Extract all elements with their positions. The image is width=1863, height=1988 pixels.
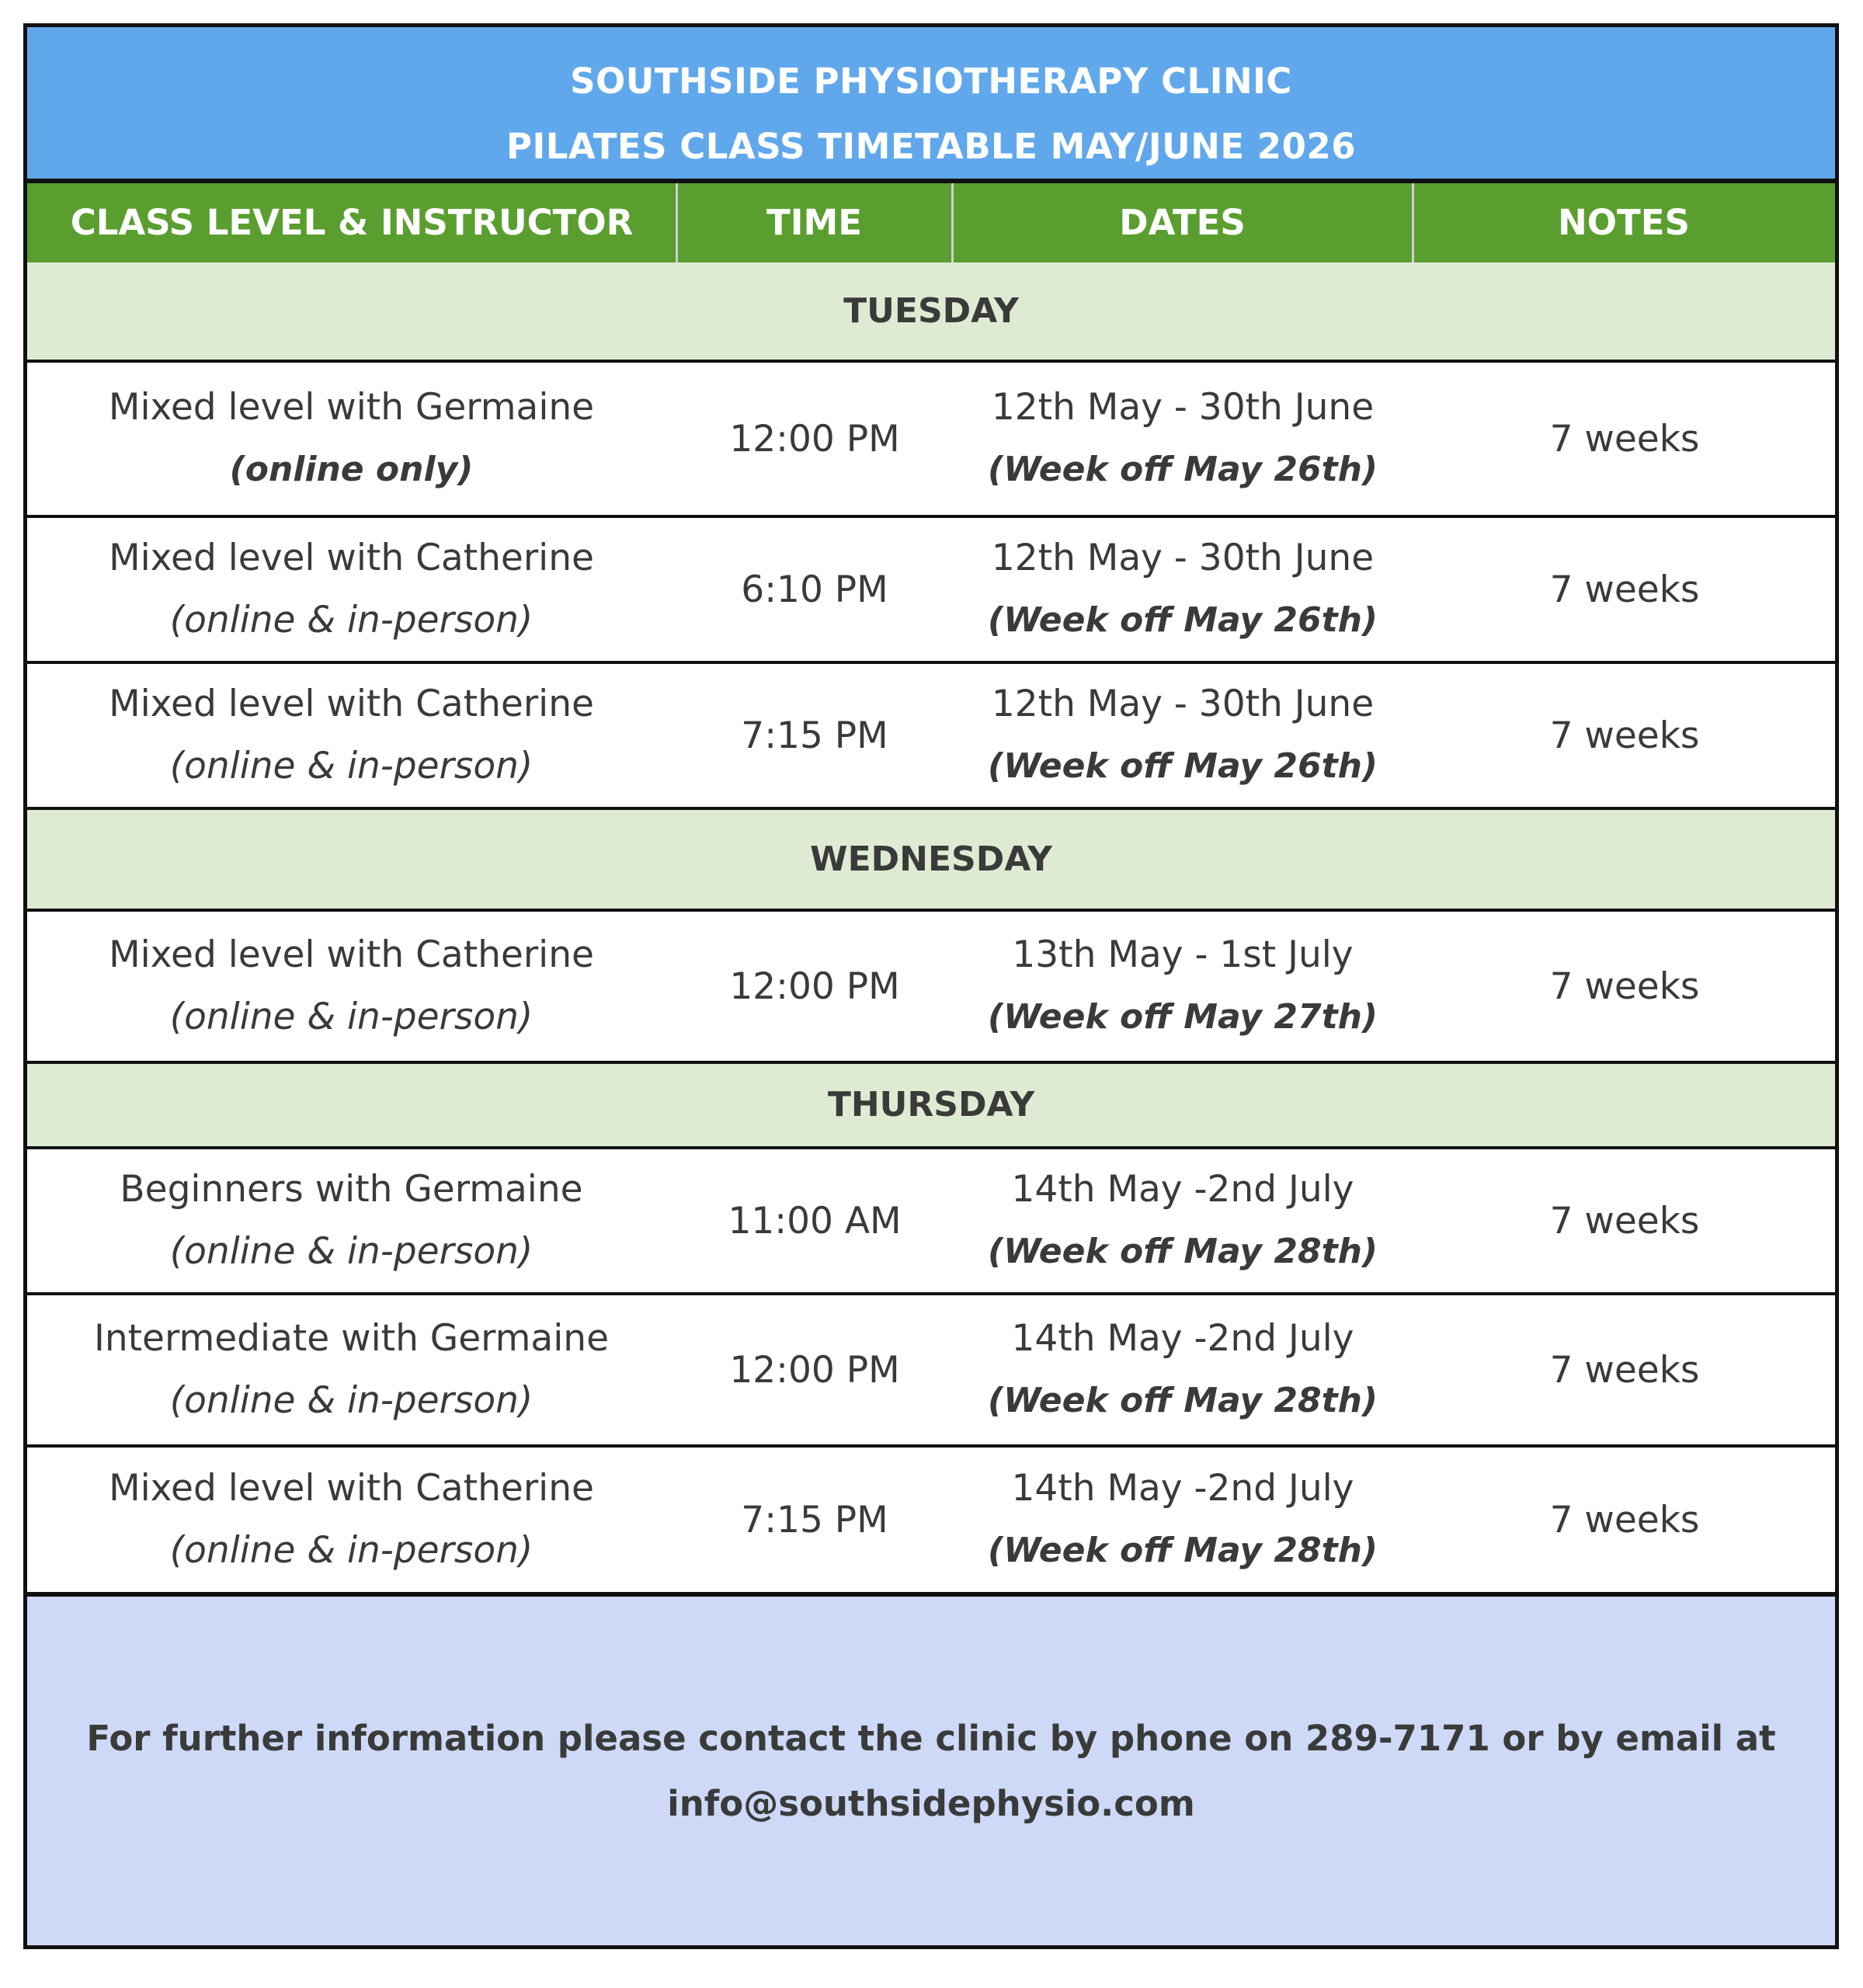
class-dates: 12th May - 30th June [991,683,1375,725]
notes-cell [1414,912,1835,1061]
class-level: Intermediate with Germaine [93,1317,609,1360]
notes-cell [1414,1295,1835,1444]
notes-cell [1414,363,1835,515]
class-cell [27,363,676,515]
class-mode: (online & in-person) [169,996,534,1038]
dates-cell [954,664,1412,807]
class-mode: (online & in-person) [169,1230,534,1273]
contact-text: For further information please contact the clinic by phone on 289-7171 or by email at [86,1717,1776,1759]
class-cell [27,664,676,807]
class-cell [27,912,676,1061]
timetable-title: PILATES CLASS TIMETABLE MAY/JUNE 2026 [506,126,1357,167]
class-time: 11:00 AM [728,1199,902,1242]
dates-cell [954,912,1412,1061]
class-notes: 7 weeks [1549,417,1700,461]
week-off: (Week off May 26th) [987,746,1378,786]
week-off: (Week off May 26th) [987,450,1378,489]
dates-cell [954,1149,1412,1292]
class-level: Mixed level with Catherine [109,933,594,976]
class-cell [27,1448,676,1592]
time-cell [678,664,951,807]
class-mode: (online & in-person) [169,599,534,641]
class-notes: 7 weeks [1549,964,1700,1008]
time-cell [678,1295,951,1444]
dates-cell [954,1448,1412,1592]
day-heading-wednesday: WEDNESDAY [27,810,1835,909]
time-cell [678,363,951,515]
class-time: 12:00 PM [729,1348,900,1392]
week-off: (Week off May 28th) [987,1232,1378,1271]
class-notes: 7 weeks [1549,1199,1700,1242]
week-off: (Week off May 28th) [987,1381,1378,1420]
day-heading-thursday: THURSDAY [27,1064,1835,1146]
table-row [27,363,1835,515]
notes-cell [1414,1149,1835,1292]
table-row [27,1149,1835,1292]
notes-cell [1414,1448,1835,1592]
class-notes: 7 weeks [1549,1348,1700,1392]
column-header-row [27,183,1835,262]
column-header-dates: DATES [1119,202,1246,243]
class-notes: 7 weeks [1549,714,1700,757]
table-row [27,912,1835,1061]
class-mode: (online & in-person) [169,745,534,787]
class-time: 7:15 PM [741,1498,888,1541]
timetable-card [23,23,1839,1949]
column-header-notes: NOTES [1558,202,1690,243]
class-dates: 13th May - 1st July [1012,933,1354,976]
table-row [27,518,1835,661]
time-cell [678,912,951,1061]
class-level: Beginners with Germaine [120,1168,583,1211]
dates-cell [954,1295,1412,1444]
clinic-name: SOUTHSIDE PHYSIOTHERAPY CLINIC [570,61,1292,102]
time-cell [678,1149,951,1292]
class-dates: 14th May -2nd July [1011,1317,1354,1360]
column-header-time: TIME [766,202,862,243]
week-off: (Week off May 27th) [987,997,1378,1037]
contact-footer [27,1597,1835,1945]
week-off: (Week off May 26th) [987,600,1378,640]
notes-cell [1414,518,1835,661]
class-cell [27,518,676,661]
notes-cell [1414,664,1835,807]
class-level: Mixed level with Catherine [109,537,594,579]
column-header-class: CLASS LEVEL & INSTRUCTOR [70,202,634,243]
class-level: Mixed level with Catherine [109,683,594,725]
day-heading-tuesday: TUESDAY [27,262,1835,360]
table-row [27,1448,1835,1592]
class-mode: (online only) [229,450,474,489]
class-time: 7:15 PM [741,714,888,757]
time-cell [678,518,951,661]
class-time: 6:10 PM [741,568,888,611]
time-cell [678,1448,951,1592]
class-time: 12:00 PM [729,417,900,461]
class-mode: (online & in-person) [169,1529,534,1572]
title-banner [27,27,1835,179]
class-cell [27,1149,676,1292]
dates-cell [954,518,1412,661]
class-dates: 14th May -2nd July [1011,1168,1354,1211]
dates-cell [954,363,1412,515]
class-level: Mixed level with Catherine [109,1467,594,1510]
class-dates: 14th May -2nd July [1011,1467,1354,1510]
class-dates: 12th May - 30th June [991,537,1375,579]
class-dates: 12th May - 30th June [991,386,1375,429]
class-mode: (online & in-person) [169,1379,534,1422]
table-row [27,1295,1835,1444]
table-row [27,664,1835,807]
contact-email: info@southsidephysio.com [667,1782,1195,1824]
class-notes: 7 weeks [1549,568,1700,611]
class-notes: 7 weeks [1549,1498,1700,1541]
week-off: (Week off May 28th) [987,1531,1378,1570]
class-level: Mixed level with Germaine [108,386,595,429]
class-time: 12:00 PM [729,964,900,1008]
class-cell [27,1295,676,1444]
